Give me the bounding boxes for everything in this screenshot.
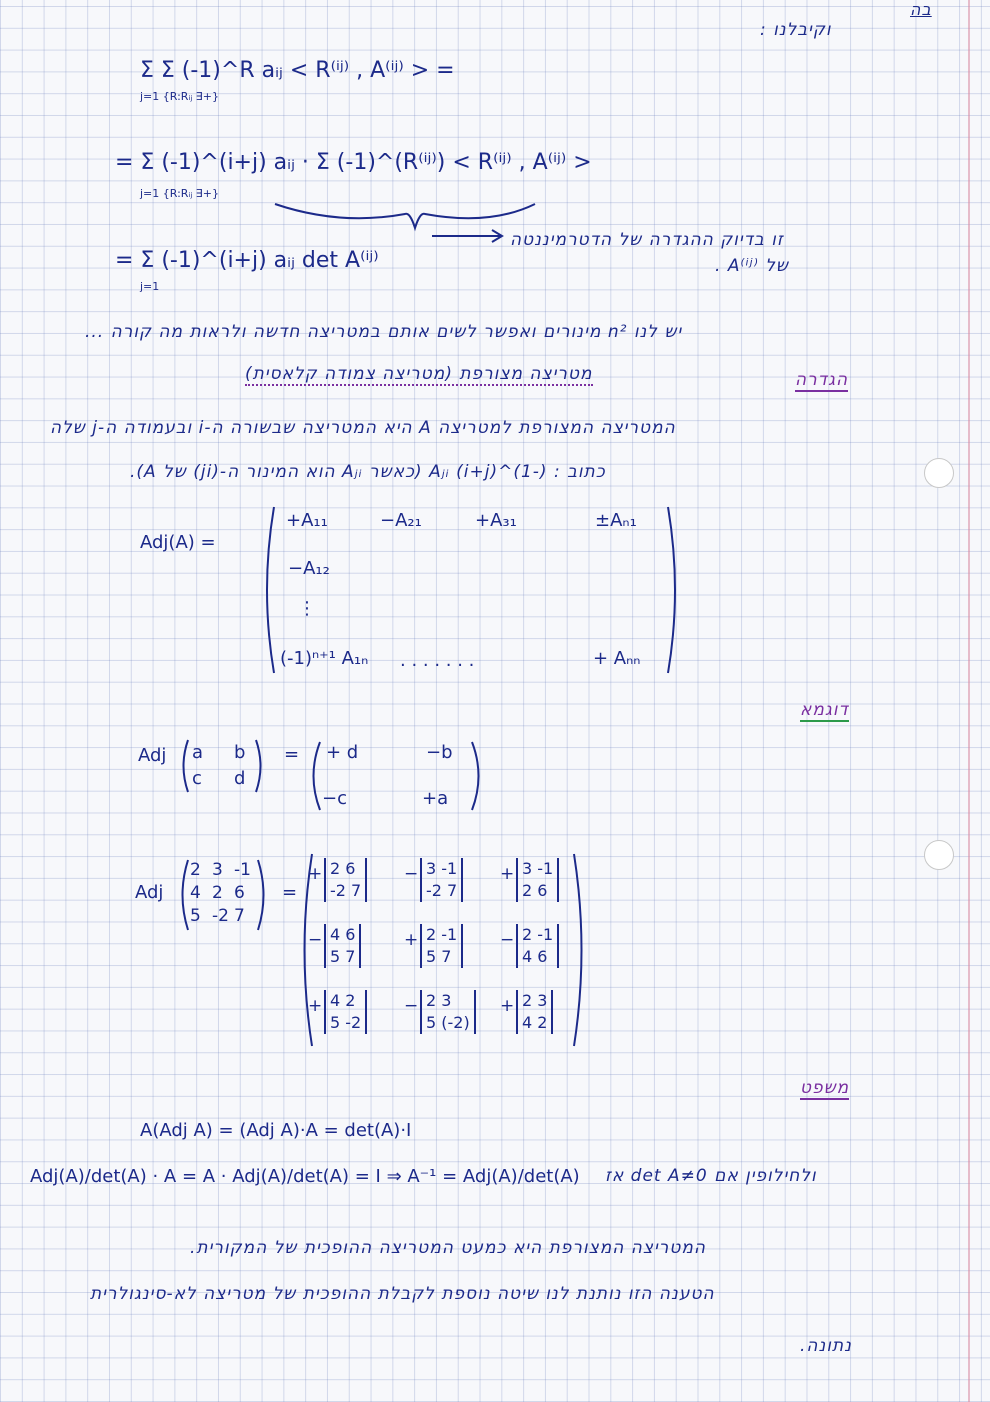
cofactor-sign: + [308, 996, 323, 1016]
m2-b: b [234, 742, 246, 763]
minor-row: 5 7 [330, 947, 356, 966]
conclusion-3: נתונה. [800, 1336, 852, 1356]
cofactor-sign: + [500, 996, 515, 1016]
arrow-note: זו בדיוק ההגדרה של הדטרמיננטה [510, 230, 784, 250]
minor-row: 3 -1 [522, 859, 554, 878]
sum-line-1-lower: j=1 {R:Rᵢⱼ ∃+} [140, 90, 219, 103]
matrix-entry: 7 [234, 906, 245, 926]
matrix-entry: -1 [234, 860, 251, 880]
matrix-entry: 5 [190, 906, 201, 926]
sum-line-1: Σ Σ (-1)^R aᵢⱼ < R⁽ⁱʲ⁾ , A⁽ⁱʲ⁾ > = [140, 58, 455, 83]
minor-determinant [516, 990, 553, 1034]
minor-row: -2 7 [426, 881, 458, 900]
minor-row: 3 -1 [426, 859, 458, 878]
minor-row: 5 (-2) [426, 1013, 470, 1032]
definition-text: המטריצה המצורפת למטריצה A היא המטריצה שבשורה ה-i ובעמודה ה-j שלה [50, 418, 676, 438]
definition-title: מטריצה מצורפת (מטריצה צמודה קלאסית) [245, 364, 593, 384]
r2-22: +a [422, 788, 449, 809]
inverse-note: ולחילופין אם det A≠0 אז [605, 1166, 817, 1186]
paren [178, 738, 190, 794]
adj-cell: (-1)ⁿ⁺¹ A₁ₙ [280, 648, 369, 669]
minor-determinant [516, 924, 559, 968]
binder-hole [924, 458, 954, 488]
matrix-entry: 3 [212, 860, 223, 880]
conclusion-1: המטריצה המצורפת היא כמעט המטריצה ההופכית של המקורית. [190, 1238, 707, 1258]
minor-determinant [420, 990, 476, 1034]
minor-determinant [516, 858, 559, 902]
sum-line-3: = Σ (-1)^(i+j) aᵢⱼ det A⁽ⁱʲ⁾ [115, 248, 379, 273]
minor-determinant [324, 858, 367, 902]
definition-label: הגדרה [795, 370, 849, 390]
paren [306, 740, 322, 812]
adj-lhs: Adj(A) = [140, 532, 216, 553]
sum-line-2: = Σ (-1)^(i+j) aᵢⱼ · Σ (-1)^(R⁽ⁱʲ⁾) < R⁽ⁱʲ⁾ , A⁽ⁱʲ⁾ > [115, 150, 592, 175]
cofactor-sign: + [308, 864, 323, 884]
adj2-lhs: Adj [138, 745, 167, 766]
arrow-icon [430, 226, 510, 246]
minor-row: 4 6 [330, 925, 356, 944]
minor-row: 2 6 [522, 881, 548, 900]
m2-c: c [192, 768, 202, 789]
binder-hole [924, 840, 954, 870]
paren [256, 858, 270, 932]
minor-row: -2 7 [330, 881, 362, 900]
matrix-entry: 2 [190, 860, 201, 880]
matrix-entry: 6 [234, 883, 245, 903]
page-number: בה [910, 0, 932, 19]
adj-cell: −A₂₁ [380, 510, 422, 531]
cofactor-matrix [306, 858, 578, 1048]
minor-row: 2 3 [522, 991, 548, 1010]
adj3-lhs: Adj [135, 882, 164, 903]
theorem-formula: A(Adj A) = (Adj A)·A = det(A)·I [140, 1120, 412, 1141]
adj-cell: ±Aₙ₁ [595, 510, 637, 531]
definition-text-2: כתוב : (-1)^(i+j) Aⱼᵢ (כאשר Aⱼᵢ הוא המינור ה-(ji) של A). [130, 462, 606, 482]
adj-dots: ⋮ [298, 598, 316, 619]
margin-line [968, 0, 970, 1402]
received-label: וקיבלנו : [760, 20, 832, 40]
m2-a: a [192, 742, 204, 763]
paren [470, 740, 486, 812]
example-label: דוגמא [800, 700, 849, 720]
cofactor-sign: − [308, 930, 323, 950]
adj-cell: + Aₙₙ [593, 648, 641, 669]
cofactor-sign: − [404, 864, 419, 884]
r2-12: −b [426, 742, 453, 763]
minor-row: 4 2 [522, 1013, 548, 1032]
minor-determinant [324, 990, 367, 1034]
minor-determinant [420, 858, 463, 902]
r2-11: + d [326, 742, 359, 763]
conclusion-2: הטענה הזו נותנת לנו שיטה נוספת לקבלת ההופכית של מטריצה לא-סינגולרית [90, 1284, 715, 1304]
matrix-3x3 [188, 860, 260, 932]
arrow-note-2: של A⁽ⁱʲ⁾ . [715, 256, 789, 276]
cofactor-sign: − [500, 930, 515, 950]
minor-determinant [420, 924, 463, 968]
matrix-entry: -2 [212, 906, 229, 926]
adj-cell: +A₃₁ [475, 510, 517, 531]
equals: = [282, 882, 298, 903]
minor-row: 2 -1 [426, 925, 458, 944]
sum-line-2-lower: j=1 {R:Rᵢⱼ ∃+} [140, 187, 219, 200]
m2-d: d [234, 768, 246, 789]
minor-row: 2 3 [426, 991, 452, 1010]
paren [572, 852, 590, 1048]
minor-row: 5 7 [426, 947, 452, 966]
cofactor-sign: + [404, 930, 419, 950]
matrix-entry: 4 [190, 883, 201, 903]
adj-cell: −A₁₂ [288, 558, 330, 579]
matrix-entry: 2 [212, 883, 223, 903]
adj-cell: +A₁₁ [286, 510, 328, 531]
paren [254, 738, 266, 794]
minor-determinant [324, 924, 361, 968]
minor-row: 4 2 [330, 991, 356, 1010]
minor-row: 5 -2 [330, 1013, 362, 1032]
theorem-label: משפט [800, 1078, 850, 1098]
minor-row: 2 6 [330, 859, 356, 878]
minor-row: 2 -1 [522, 925, 554, 944]
matrix-left-paren [258, 505, 278, 675]
cofactor-sign: − [404, 996, 419, 1016]
r2-21: −c [322, 788, 347, 809]
minor-row: 4 6 [522, 947, 548, 966]
cofactor-sign: + [500, 864, 515, 884]
adj-dots: . . . . . . . [400, 650, 475, 671]
minors-sentence: יש לנו n² מינורים ואפשר לשים אותם במטריצה חדשה ולראות מה קורה ... [85, 322, 683, 342]
matrix-right-paren [664, 505, 684, 675]
equals: = [284, 744, 300, 765]
inverse-formula: Adj(A)/det(A) · A = A · Adj(A)/det(A) = I ⇒ A⁻¹ = Adj(A)/det(A) [30, 1166, 580, 1187]
sum-line-3-lower: j=1 [140, 280, 160, 293]
